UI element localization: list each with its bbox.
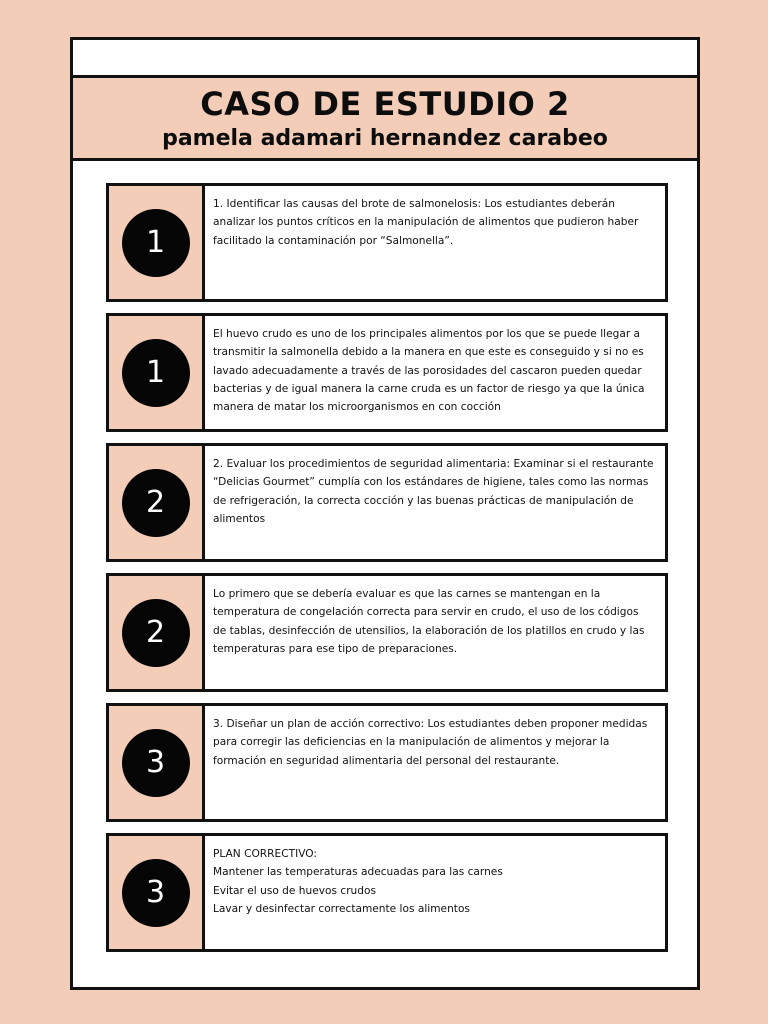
document-sheet	[70, 37, 700, 990]
case-card-2a	[106, 443, 668, 562]
title-band	[73, 75, 697, 161]
case-card-3b	[106, 833, 668, 952]
card-number-cell	[109, 836, 205, 949]
number-badge: 3	[122, 729, 190, 797]
card-number-cell	[109, 186, 205, 299]
card-text: El huevo crudo es uno de los principales alimentos por los que se puede llegar a transmitir la salmonella debido a la manera en que este es conseguido y si no es lavado adecuadamente a través de las porosidades del cascaron pueden quedar bacterias y de igual manera la carne cruda es un factor de riesgo ya que la única manera de matar los microorganismos en con cocción	[213, 328, 645, 414]
card-number-cell	[109, 576, 205, 689]
case-card-3a	[106, 703, 668, 822]
number-badge: 2	[122, 599, 190, 667]
case-card-1a	[106, 183, 668, 302]
case-card-2b	[106, 573, 668, 692]
number-badge: 2	[122, 469, 190, 537]
card-text: 3. Diseñar un plan de acción correctivo: Los estudiantes deben proponer medidas para corregir las deficiencias en la manipulación de alimentos y mejorar la formación en seguridad alimentaria del personal del restaurante.	[213, 718, 648, 767]
page-title: CASO DE ESTUDIO 2	[200, 85, 570, 123]
case-card-1b	[106, 313, 668, 432]
card-text: PLAN CORRECTIVO: Mantener las temperaturas adecuadas para las carnes Evitar el uso de huevos crudos Lavar y desinfectar correctamente los alimentos	[213, 848, 503, 915]
number-badge: 1	[122, 209, 190, 277]
card-text: 2. Evaluar los procedimientos de seguridad alimentaria: Examinar si el restaurante “Delicias Gourmet” cumplía con los estándares de higiene, tales como las normas de refrigeración, la correcta cocción y las buenas prácticas de manipulación de alimentos	[213, 458, 654, 525]
number-badge: 1	[122, 339, 190, 407]
card-text: Lo primero que se debería evaluar es que las carnes se mantengan en la temperatura de congelación correcta para servir en crudo, el uso de los códigos de tablas, desinfección de utensilios, la elaboración de los platillos en crudo y las temperaturas para ese tipo de preparaciones.	[213, 588, 645, 655]
card-text: 1. Identificar las causas del brote de salmonelosis: Los estudiantes deberán analizar los puntos críticos en la manipulación de alimentos que pudieron haber facilitado la contaminación por “Salmonella”.	[213, 198, 639, 247]
card-number-cell	[109, 706, 205, 819]
card-number-cell	[109, 446, 205, 559]
author-name: pamela adamari hernandez carabeo	[162, 126, 608, 151]
card-number-cell	[109, 316, 205, 429]
number-badge: 3	[122, 859, 190, 927]
